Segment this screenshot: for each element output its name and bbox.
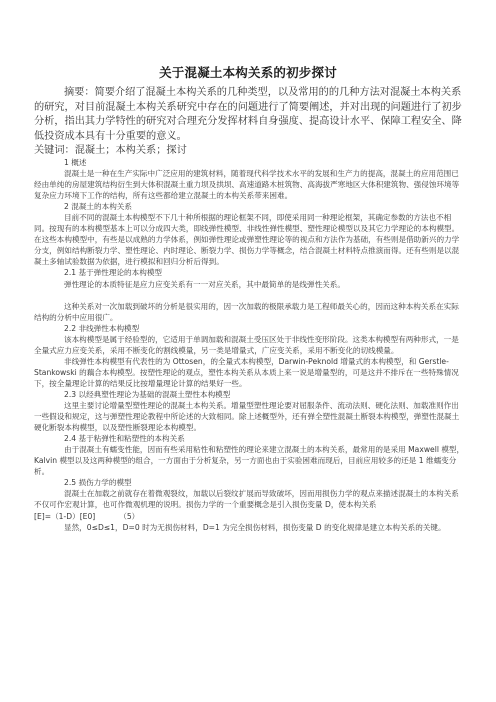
equation-number: （5） — [119, 511, 140, 521]
keywords-line: 关键词：混凝土；本构关系；探讨 — [34, 145, 187, 157]
paragraph: 弹性理论的本质特征是应力应变关系有一一对应关系，其中最简单的是线弹性关系。 — [64, 279, 345, 289]
paragraph: 混凝土在加载之前就存在着微观裂纹，加载以后裂纹扩展而导致破坏，因而用损伤力学的观点来描述混凝土的本构关系不仅可作宏观计算，也可作微观机理的说明。损伤力学的一个重要概念是引入损伤变量 D，使本构关系 — [34, 489, 459, 510]
subsection-heading: 2.3 以经典塑性理论为基础的混凝土塑性本构模型 — [64, 389, 231, 399]
equation: [E]=（1-D）[E0] — [34, 511, 96, 521]
paragraph: 这里主要讨论增量型塑性理论的混凝土本构关系。增量型塑性理论要对屈服条件、流动法则、硬化法则、加载准则作出一些假设和规定，这与弹塑性理论教程中所论述的大致相同。除上述概型外，还有弹全塑性混凝土断裂本构模型，弹塑性混凝土硬化断裂本构模型，以及塑性断裂理论本构模型。 — [34, 401, 460, 433]
section-heading: 1 概述 — [64, 158, 87, 167]
blank-line — [34, 290, 466, 301]
subsection-heading: 2.2 非线弹性本构模型 — [64, 323, 140, 333]
section-heading: 2 混凝土的本构关系 — [64, 202, 132, 212]
subsection-heading: 2.4 基于粘弹性和粘塑性的本构关系 — [64, 434, 185, 444]
subsection-heading: 2.1 基于弹性理论的本构模型 — [64, 268, 163, 278]
subsection-heading: 2.5 损伤力学的模型 — [64, 478, 132, 488]
paragraph: 显然，0≤D≤1，D=0 时为无损伤材料，D=1 为完全损伤材料，损伤变量 D 的变化规律是建立本构关系的关键。 — [64, 522, 446, 532]
paper-title: 关于混凝土本构关系的初步探讨 — [159, 65, 337, 80]
paragraph: 非线弹性本构模型有代表性的为 Ottosen，的全量式本构模型，Darwin-Peknold 增量式的本构模型，和 Gerstle-Stankowski 的藕合本构模型。按塑性理论的观点，塑性本构关系从本质上来一说是增量型的，可是这并不排斥在一些特殊情况下，按全量理论计算的结果反比按增量理论计算的结果好一些。 — [34, 356, 459, 388]
abstract-text: 摘要：简要介绍了混凝土本构关系的几种类型，以及常用的的几种方法对混凝土本构关系的研究，对目前混凝土本构关系研究中存在的问题进行了简要阐述，并对出现的问题进行了初步分析，指出其力学特性的研究对合理充分发挥材料自身强度、提高设计水平、保障工程安全、降低投资成本具有十分重要的意义。 — [34, 87, 462, 142]
paragraph: 混凝土是一种在生产实际中广泛应用的建筑材料，随着现代科学技术水平的发展和生产力的提高，混凝土的应用范围已经由单纯的房屋建筑结构衍生到大体积混凝土重力坝及拱坝、高速道路木桩筑物、高海拔严寒地区大体积建筑物、强侵蚀环境等复杂应力环境下工作的结构，所有这些都给建立混凝土的本构关系带来困难。 — [34, 169, 460, 201]
equation-line — [34, 511, 466, 522]
body-text — [34, 157, 466, 533]
paragraph: 目前不同的混凝土本构模型不下几十种所根据的理论框架不同，即使采用同一种理论框架，其确定参数的方法也不相同。按现有的本构模型基本上可以分成四大类，即线弹性模型、非线性弹性模型、塑性理论模型以及其它力学理论的本构模型。在这些本构模型中，有些是以成熟的力学体系，例如弹性理论或弹塑性理论等的视点和方法作为基础，有些则是借助新兴的力学分支，例如结构断裂力学、塑性理论、内时理论、断裂力学、损伤力学等概念，结合混凝土材料特点推演而得。还有些则是以混凝土多轴试验数据为依据，进行模拟和回归分析后得到。 — [34, 213, 460, 267]
paragraph: 这种关系对一次加载到破坏的分析是很实用的，因一次加载的极限承载力是工程师最关心的，因而这种本构关系在实际结构的分析中应用很广。 — [34, 301, 459, 322]
abstract-block — [34, 86, 466, 159]
paragraph: 由于混凝土有蠕变性能，因而有些采用粘性和粘塑性的理论来建立混凝土的本构关系，最常用的是采用 Maxwell 模型，Kalvin 模型以及这两种模型的组合，一方面由于分析复杂，另一方面也由于实验困难而现后，目前应用较多的还是 1 维蠕变分析。 — [34, 445, 465, 477]
paragraph: 该本构模型是属于经验型的，它适用于单调加载和混凝土受压区处于非线性变形阶段。这类本构模型有两种形式，一是全量式应力应变关系，采用不断变化的割线模量，另一类是增量式，广应变关系，采用不断变化的切线模量。 — [34, 334, 459, 355]
